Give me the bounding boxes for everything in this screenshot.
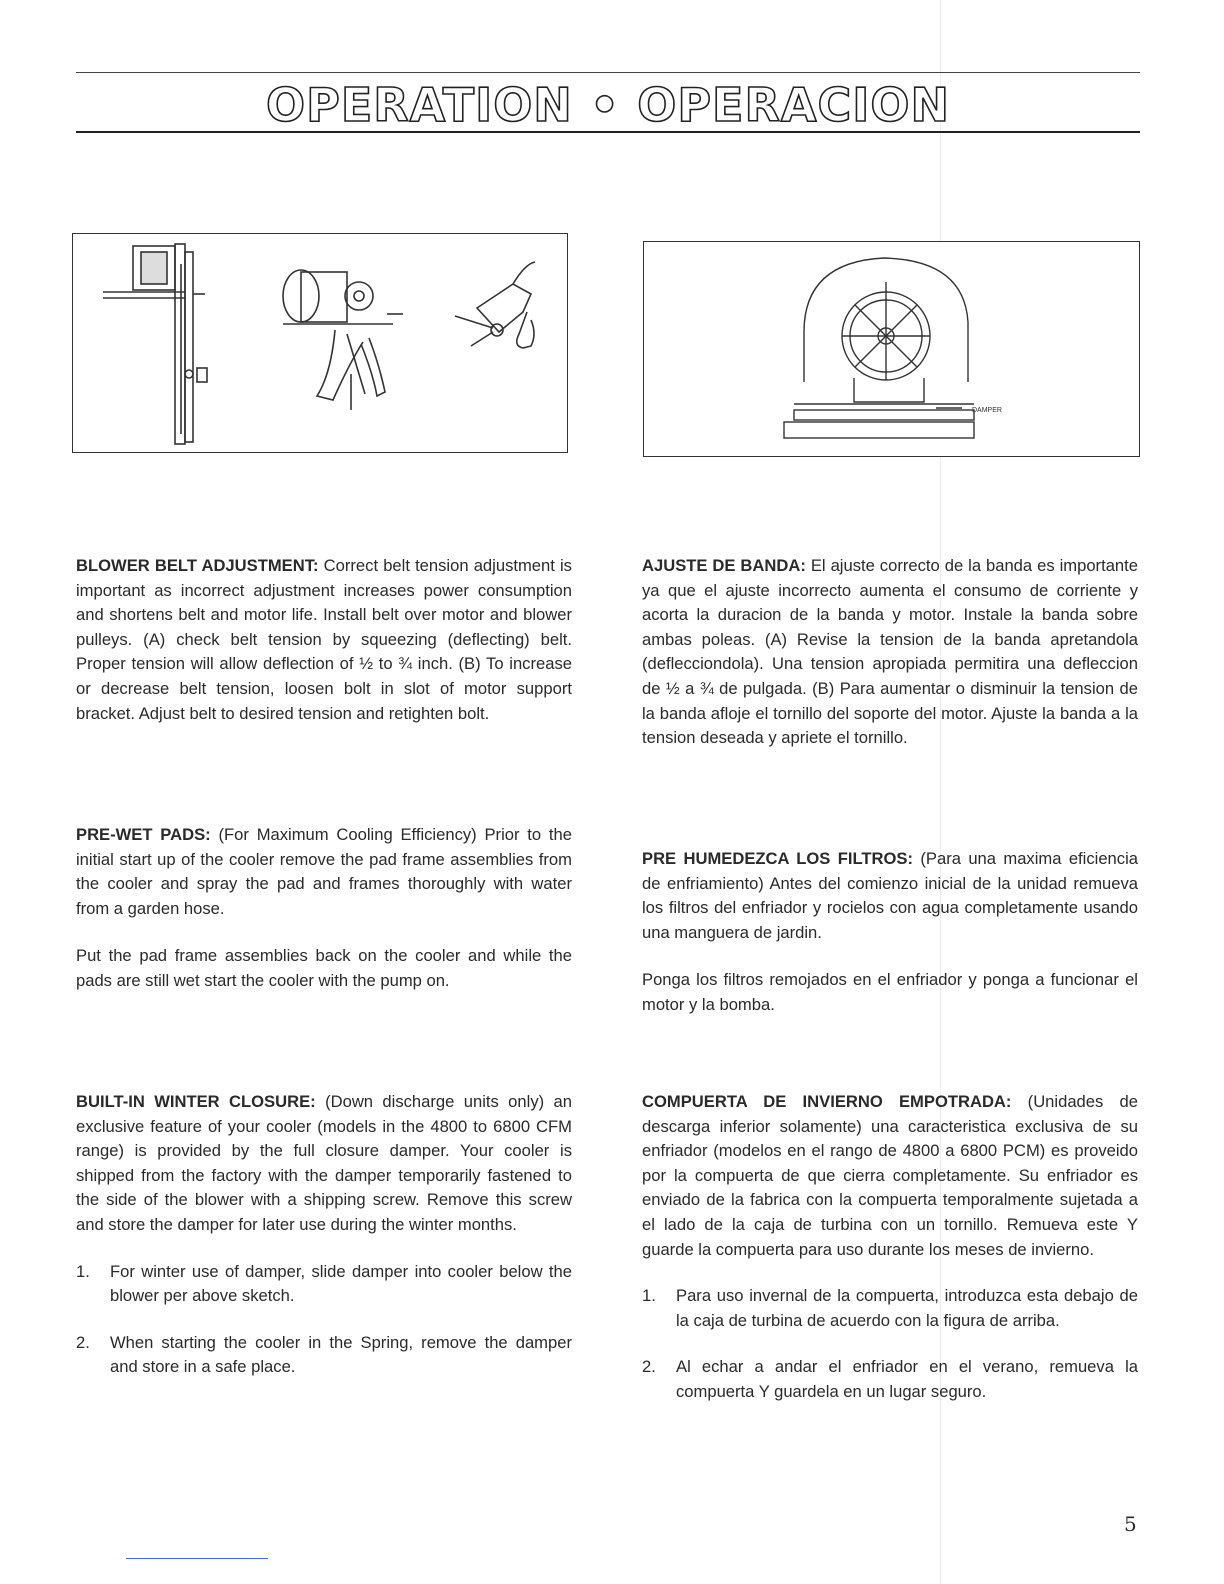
winter-heading-es: COMPUERTA DE INVIERNO EMPOTRADA: <box>642 1092 1012 1111</box>
winter-body-en: (Down discharge units only) an exclusive feature of your cooler (models in the 4800 to 6800 CFM range) is provided by the full closure damper. Your cooler is shipped from the factory with the damper temporarily fastened to the side of the blower with a shipping screw. Remove this screw and store the damper for later use during the winter months. <box>76 1092 572 1234</box>
prewet-en <box>76 823 572 994</box>
winter-step-es: 2. Al echar a andar el enfriador en el verano, remueva la compuerta Y guardela en un lugar seguro. <box>642 1357 1138 1401</box>
prewet-heading-en: PRE-WET PADS: <box>76 825 211 844</box>
belt-heading-en: BLOWER BELT ADJUSTMENT: <box>76 556 319 575</box>
belt-adjustment-es <box>642 554 1138 751</box>
winter-body-es: (Unidades de descarga inferior solamente) una caracteristica exclusiva de su enfriador (modelos en el rango de 4800 a 6800 PCM) es proveido por la compuerta de que cierra completamente. Su enfriador es enviado de la fabrica con la compuerta temporalmente sujetada a el lado de la caja de turbina con un tornillo. Remueva este Y guarde la compuerta para uso durante los meses de invierno. <box>642 1092 1138 1259</box>
page-title: OPERATION • OPERACION <box>266 78 950 132</box>
prewet-heading-es: PRE HUMEDEZCA LOS FILTROS: <box>642 849 913 868</box>
damper-label: DAMPER <box>972 407 1002 414</box>
winter-step-en: 1. For winter use of damper, slide damper into cooler below the blower per above sketch. <box>76 1261 572 1306</box>
prewet-body2-en: Put the pad frame assemblies back on the cooler and while the pads are still wet start the cooler with the pump on. <box>76 946 572 990</box>
header-top-rule <box>76 72 1140 73</box>
damper-figure <box>643 241 1140 457</box>
belt-adjustment-illustration <box>73 234 569 454</box>
belt-body-es: El ajuste correcto de la banda es importante ya que el ajuste incorrecto aumenta el consumo de corriente y acorta la duracion de la banda y motor. Instale la banda sobre ambas poleas. (A) Revise la tension de la banda apretandola (deflecciondola). Una tension apropiada permitira una defleccion de ½ a ¾ de pulgada. (B) Para aumentar o disminuir la tension de la banda afloje el tornillo del soporte del motor. Ajuste la banda a la tension deseada y apriete el tornillo. <box>642 556 1138 748</box>
prewet-es <box>642 847 1138 1018</box>
winter-heading-en: BUILT-IN WINTER CLOSURE: <box>76 1092 316 1111</box>
page-number: 5 <box>1124 1512 1137 1536</box>
winter-closure-es <box>642 1090 1138 1405</box>
belt-adjustment-figure <box>72 233 568 453</box>
footer-line <box>126 1558 268 1559</box>
header-bottom-rule <box>76 131 1140 133</box>
belt-heading-es: AJUSTE DE BANDA: <box>642 556 806 575</box>
belt-body-en: Correct belt tension adjustment is important as incorrect adjustment increases power consumption and shortens belt and motor life. Install belt over motor and blower pulleys. (A) check belt tension by squeezing (deflecting) belt. Proper tension will allow deflection of ½ to ¾ inch. (B) To increase or decrease belt tension, loosen bolt in slot of motor support bracket. Adjust belt to desired tension and retighten bolt. <box>76 556 572 723</box>
blower-damper-illustration <box>644 242 1141 458</box>
prewet-body-en: (For Maximum Cooling Efficiency) Prior to the initial start up of the cooler remove the pad frame assemblies from the cooler and spray the pad and frames thoroughly with water from a garden hose. <box>76 825 572 918</box>
belt-adjustment-en <box>76 554 572 726</box>
prewet-body-es: (Para una maxima eficiencia de enfriamiento) Antes del comienzo inicial de la unidad remueva los filtros del enfriador y rocielos con agua completamente usando una manguera de jardin. <box>642 849 1138 942</box>
winter-step-en: 2. When starting the cooler in the Spring, remove the damper and store in a safe place. <box>76 1332 572 1377</box>
winter-closure-en <box>76 1090 572 1380</box>
prewet-body2-es: Ponga los filtros remojados en el enfriador y ponga a funcionar el motor y la bomba. <box>642 970 1138 1014</box>
winter-step-es: 1. Para uso invernal de la compuerta, introduzca esta debajo de la caja de turbina de acuerdo con la figura de arriba. <box>642 1286 1138 1330</box>
